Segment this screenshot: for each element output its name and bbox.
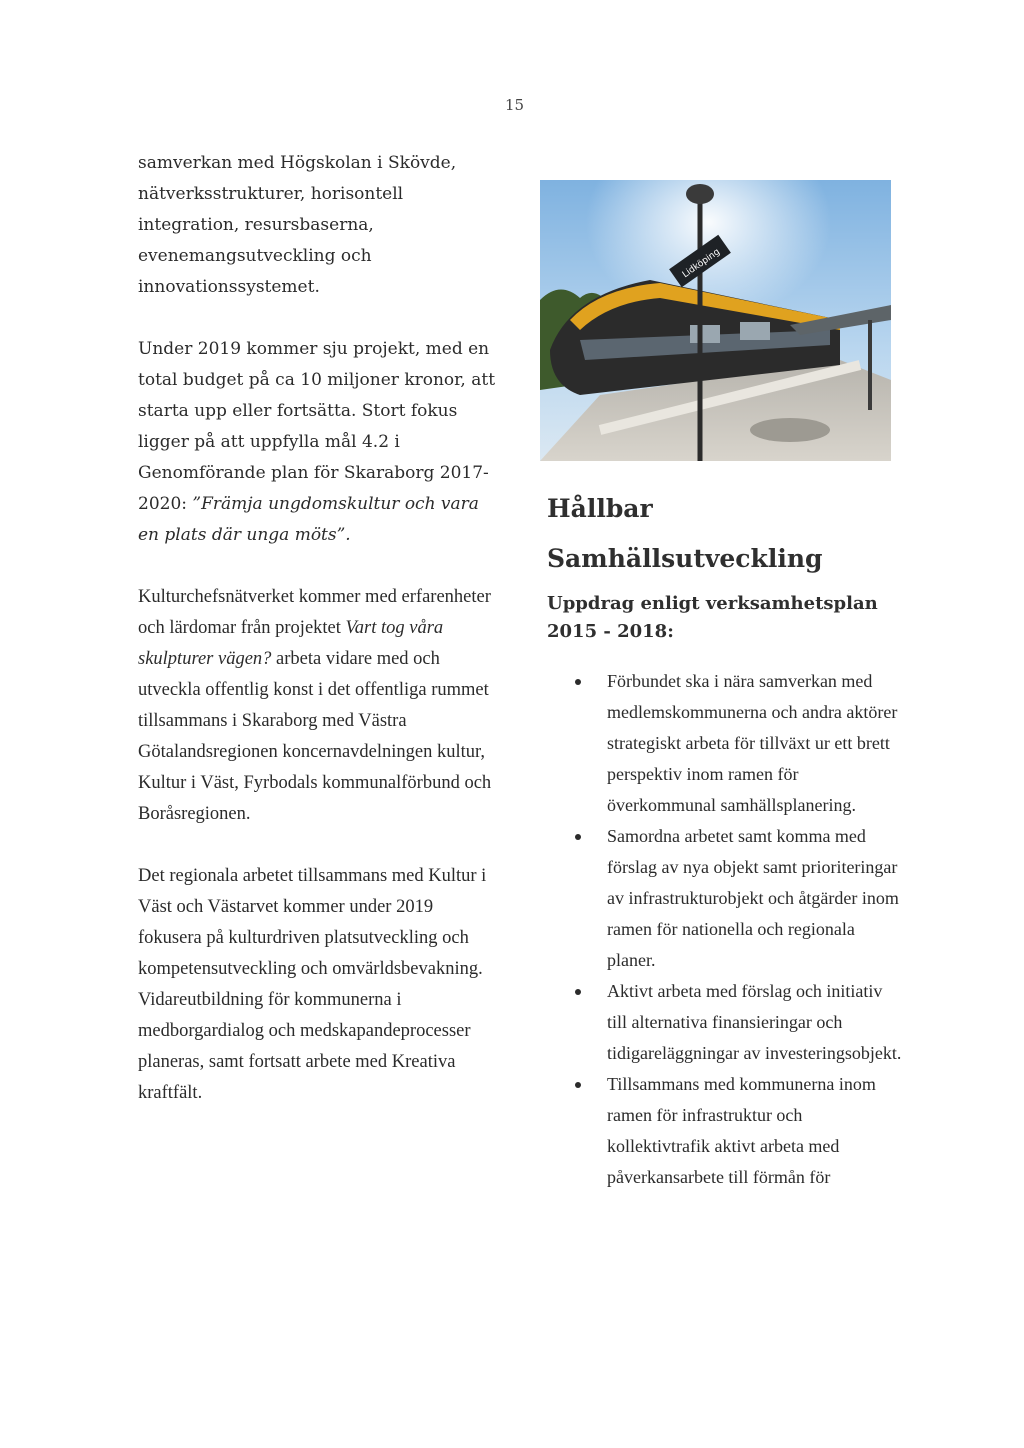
bullet-icon: [575, 989, 581, 995]
paragraph-3-text-b: arbeta vidare med och utveckla offentlig konst i det offentliga rummet tillsammans i Skaraborg med Västra Götalandsregionen koncernavdelningen kultur, Kultur i Väst, Fyrbodals kommunalförbund och Boråsregionen.: [138, 649, 492, 824]
list-item: [575, 976, 905, 1069]
paragraph-2: [138, 334, 500, 551]
list-item-text: Tillsammans med kommunerna inom ramen för infrastruktur och kollektivtrafik aktivt arbeta med påverkansarbete till förmån för: [607, 1074, 876, 1187]
train-photo-illustration: [540, 180, 891, 461]
paragraph-4: Det regionala arbetet tillsammans med Kultur i Väst och Västarvet kommer under 2019 fokusera på kulturdriven platsutveckling och kompetensutveckling och omvärldsbevakning. Vidareutbildning för kommunerna i medborgardialog och medskapandeprocesser planeras, samt fortsatt arbete med Kreativa kraftfält.: [138, 866, 487, 1103]
page-number: 15: [505, 96, 525, 114]
section-title: Hållbar Samhällsutveckling: [547, 494, 823, 573]
list-item-text: Förbundet ska i nära samverkan med medlemskommunerna och andra aktörer strategiskt arbeta för tillväxt ur ett brett perspektiv inom ramen för överkommunal samhällsplanering.: [607, 671, 898, 815]
list-item: [575, 666, 905, 821]
paragraph-2-quote: ”Främja ungdomskultur och vara en plats där unga möts”.: [138, 494, 479, 545]
paragraph-3-text-a: Kulturchefsnätverket kommer med erfarenheter och lärdomar från projektet: [138, 587, 491, 638]
list-item: [575, 1069, 905, 1193]
paragraph-1: samverkan med Högskolan i Skövde, nätverksstrukturer, horisontell integration, resursbaserna, evenemangsutveckling och innovationssystemet.: [138, 153, 457, 297]
bullet-list: [575, 666, 905, 1193]
list-item-text: Samordna arbetet samt komma med förslag av nya objekt samt prioriteringar av infrastrukturobjekt och åtgärder inom ramen för nationella och regionala planer.: [607, 826, 899, 970]
bullet-icon: [575, 1082, 581, 1088]
left-column: [138, 148, 500, 1140]
paragraph-2-text: Under 2019 kommer sju projekt, med en total budget på ca 10 miljoner kronor, att starta upp eller fortsätta. Stort fokus ligger på att uppfylla mål 4.2 i Genomförande plan för Skaraborg 2017-2020:: [138, 339, 496, 514]
station-sign: Lidköping: [680, 247, 723, 281]
train-photo: [540, 180, 891, 461]
bullet-icon: [575, 834, 581, 840]
bullet-icon: [575, 679, 581, 685]
list-item: [575, 821, 905, 976]
section-subtitle: Uppdrag enligt verksamhetsplan 2015 - 2018:: [547, 593, 878, 642]
paragraph-3: [138, 582, 500, 830]
list-item-text: Aktivt arbeta med förslag och initiativ till alternativa finansieringar och tidigareläggningar av investeringsobjekt.: [607, 981, 902, 1063]
paragraph-3-project-title: Vart tog våra skulpturer vägen?: [138, 618, 444, 669]
